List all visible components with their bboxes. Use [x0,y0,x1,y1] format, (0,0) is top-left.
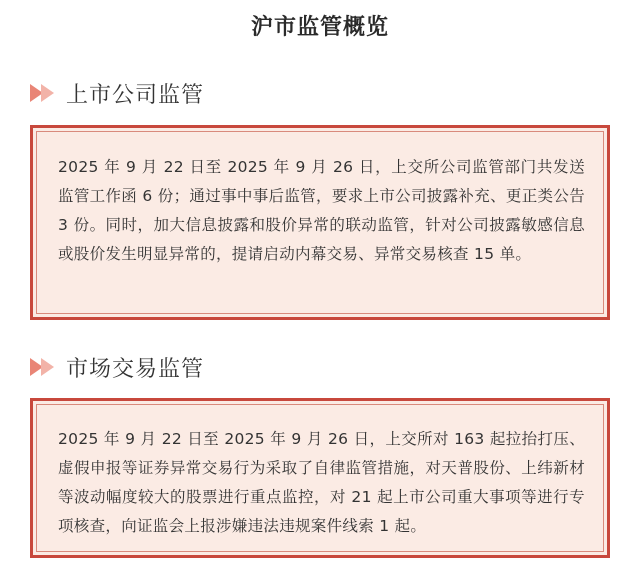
section-card-market-trading [30,398,610,558]
page-title: 沪市监管概览 [250,15,389,40]
section-heading-market-trading [30,352,204,382]
double-chevron-right-icon [30,82,60,104]
double-chevron-right-icon [30,356,60,378]
section-card-listed-company [30,125,610,320]
section-body-text: 2025 年 9 月 22 日至 2025 年 9 月 26 日，上交所公司监管部门共发送监管工作函 6 份；通过事中事后监管，要求上市公司披露补充、更正类公告 3 份。同时，加大信息披露和股价异常的联动监管，针对公司披露敏感信息或股价发生明显异常的，提请启动内幕交易、异常交易核查 15 单。 [58,158,585,263]
section-heading-label: 上市公司监管 [66,82,205,108]
section-body-text: 2025 年 9 月 22 日至 2025 年 9 月 26 日，上交所对 163 起拉抬打压、虚假申报等证券异常交易行为采取了自律监管措施，对天普股份、上纬新材等波动幅度较大的股票进行重点监控，对 21 起上市公司重大事项等进行专项核查，向证监会上报涉嫌违法违规案件线索 1 起。 [58,430,585,535]
section-heading-label: 市场交易监管 [66,356,205,382]
section-heading-listed-company [30,78,204,108]
